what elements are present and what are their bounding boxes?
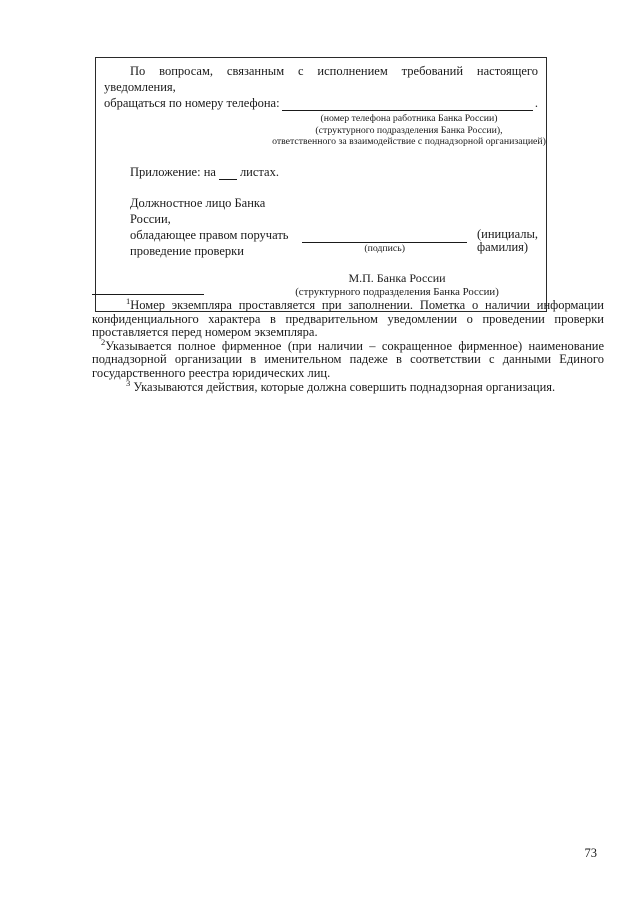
official-title-line: Должностное лицо Банка России,: [130, 195, 266, 226]
official-title: [130, 195, 298, 259]
seal-subdivision-line: (структурного подразделения Банка России): [295, 285, 499, 298]
phone-label: обращаться по номеру телефона:: [104, 96, 280, 110]
footnote-marker: 2: [101, 336, 106, 347]
signature-blank-line: [302, 227, 467, 243]
footnote-separator: [92, 294, 204, 295]
footnote-marker: 1: [126, 295, 131, 306]
phone-captions: [264, 113, 554, 148]
attachment-line: [130, 164, 538, 180]
footnote-text: Указывается полное фирменное (при наличии – сокращенное фирменное) наименование поднадзорной организации в именительном падеже в соответствии с данными Единого государственного реестра юридических лиц.: [92, 338, 604, 380]
initials-caption-line: (инициалы,: [476, 226, 538, 241]
page-number: 73: [584, 846, 597, 860]
footnote-1: [92, 295, 604, 340]
initials-caption: [477, 228, 538, 259]
caption-line: ответственного за взаимодействие с поднадзорной организацией): [272, 136, 546, 147]
official-title-line: проведение проверки: [130, 243, 244, 258]
signature-area: [302, 227, 467, 259]
signature-caption: (подпись): [364, 242, 405, 254]
official-title-line: обладающее правом поручать: [130, 227, 289, 242]
footnotes-section: [92, 294, 604, 394]
seal-line: М.П. Банка России: [348, 270, 446, 285]
caption-line: (номер телефона работника Банка России): [320, 113, 498, 124]
contact-paragraph-line2: [104, 95, 538, 111]
phone-blank-line: [282, 95, 533, 111]
footnote-text: Указываются действия, которые должна совершить поднадзорная организация.: [130, 379, 556, 394]
caption-line: (структурного подразделения Банка России),: [315, 124, 503, 136]
phone-line-period: .: [534, 96, 538, 110]
footnote-3: [92, 377, 604, 395]
footnote-2: [92, 336, 604, 381]
notice-box: [95, 57, 547, 312]
attachment-label: Приложение: на: [130, 164, 216, 179]
footnote-marker: 3: [126, 377, 131, 388]
footnote-text: Номер экземпляра проставляется при заполнении. Пометка о наличии информации конфиденциального характера в предварительном уведомлении о проведении проверки проставляется перед номером экземпляра.: [92, 298, 604, 340]
contact-paragraph-line1: По вопросам, связанным с исполнением требований настоящего уведомления,: [104, 64, 538, 94]
initials-caption-line: фамилия): [476, 239, 529, 254]
attachment-label-suffix: листах.: [239, 164, 279, 179]
signature-block: [130, 195, 538, 259]
attachment-blank-line: [219, 164, 237, 180]
